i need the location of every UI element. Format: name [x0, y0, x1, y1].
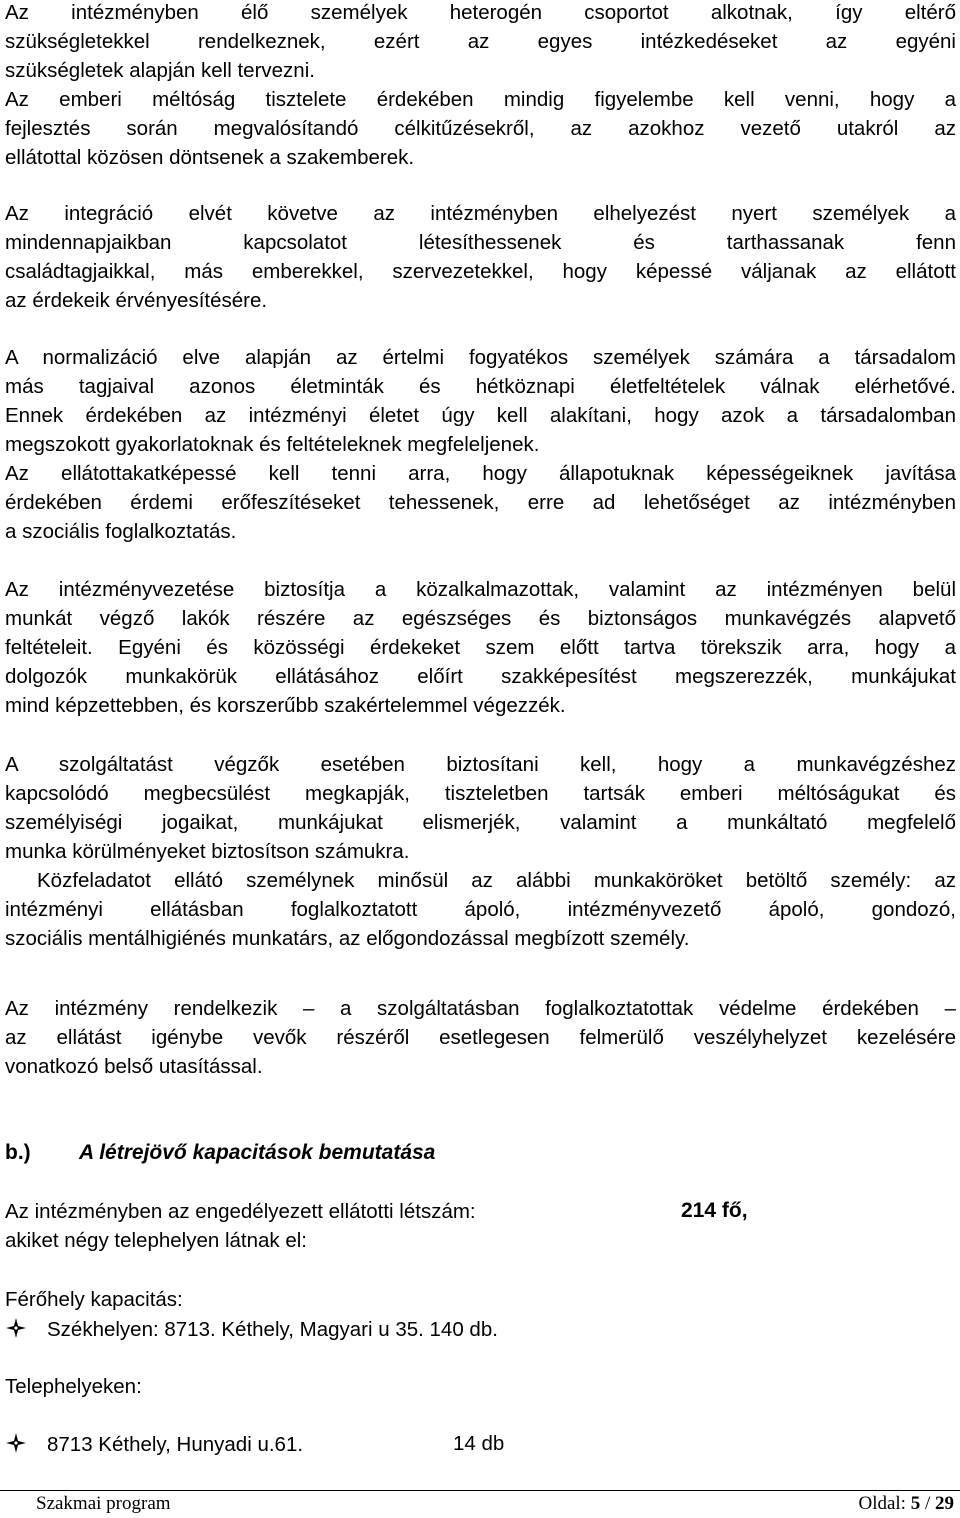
szekhely-list-item: [5, 1314, 498, 1344]
paragraph-safety-instruction: [5, 994, 956, 1081]
telephely-amount: 14 db: [453, 1432, 505, 1455]
szekhely-text: Székhelyen: 8713. Kéthely, Magyari u 35. 140 db.: [47, 1318, 498, 1341]
telephelyek-label: Telephelyeken:: [5, 1375, 142, 1398]
text-line: megszokott gyakorlatoknak és feltételeknek megfeleljenek.: [5, 433, 540, 456]
paragraph-public-duty: [5, 866, 956, 953]
text-line: dolgozók munkakörük ellátásához előírt szakképesítést megszerezzék, munkájukat: [5, 665, 956, 688]
footer-page-current: 5: [910, 1493, 921, 1514]
text-line: kapcsolódó megbecsülést megkapják, tiszteletben tartsák emberi méltóságukat és: [5, 782, 956, 805]
footer-page-prefix: Oldal:: [858, 1493, 911, 1514]
page-footer: [0, 1490, 960, 1518]
text-line: ellátottal közösen döntsenek a szakemberek.: [5, 146, 415, 169]
text-line: mind képzettebben, és korszerűbb szakértelemmel végezzék.: [5, 694, 566, 717]
footer-page-sep: /: [920, 1493, 935, 1514]
text-line: az érdekeik érvényesítésére.: [5, 289, 268, 312]
text-line: intézményi ellátásban foglalkoztatott ápoló, intézményvezető ápoló, gondozó,: [5, 898, 956, 921]
text-line: az ellátást igénybe vevők részéről esetlegesen felmerülő veszélyhelyzet kezelésére: [5, 1026, 956, 1049]
text-line: mindennapjaikban kapcsolatot létesíthessenek és tarthassanak fenn: [5, 231, 956, 254]
text-line: szociális mentálhigiénés munkatárs, az előgondozással megbízott személy.: [5, 927, 690, 950]
text-line: munka körülményeket biztosítson számukra.: [5, 840, 410, 863]
footer-page-total: 29: [935, 1493, 954, 1514]
capacity-label-1: Az intézményben az engedélyezett ellátotti létszám:: [5, 1200, 476, 1223]
text-line: Az emberi méltóság tisztelete érdekében mindig figyelembe kell venni, hogy a: [5, 88, 956, 111]
text-line: családtagjaikkal, más emberekkel, szervezetekkel, hogy képessé váljanak az ellátott: [5, 260, 956, 283]
capacity-label-2: akiket négy telephelyen látnak el:: [5, 1229, 308, 1252]
paragraph-working-conditions: [5, 575, 956, 720]
ferohely-label: Férőhely kapacitás:: [5, 1288, 183, 1311]
section-heading: [5, 1138, 435, 1168]
text-line: fejlesztés során megvalósítandó célkitűzésekről, az azokhoz vezető utakról az: [5, 117, 956, 140]
text-line: A normalizáció elve alapján az értelmi fogyatékos személyek számára a társadalom: [5, 346, 956, 369]
text-line: Közfeladatot ellátó személynek minősül az alábbi munkaköröket betöltő személy: az: [37, 869, 956, 892]
diamond-bullet-icon: [5, 1317, 27, 1339]
text-line: Az intézmény rendelkezik – a szolgáltatásban foglalkoztatottak védelme érdekében –: [5, 997, 956, 1020]
diamond-bullet-icon: [5, 1432, 27, 1454]
text-line: A szolgáltatást végzők esetében biztosítani kell, hogy a munkavégzéshez: [5, 753, 956, 776]
text-line: Az integráció elvét követve az intézményben elhelyezést nyert személyek a: [5, 202, 956, 225]
text-line: vonatkozó belső utasítással.: [5, 1055, 263, 1078]
section-number: b.): [5, 1141, 31, 1164]
text-line: Ennek érdekében az intézményi életet úgy kell alakítani, hogy azok a társadalomban: [5, 404, 956, 427]
footer-page-number: [858, 1493, 954, 1515]
text-line: Az ellátottakatképessé kell tenni arra, hogy állapotuknak képességeiknek javítása: [5, 462, 956, 485]
telephely-list-item: [5, 1429, 505, 1459]
paragraph-normalization: [5, 343, 956, 546]
telephely-address: 8713 Kéthely, Hunyadi u.61.: [47, 1433, 304, 1456]
text-line: feltételeit. Egyéni és közösségi érdekeket szem előtt tartva törekszik arra, hogy a: [5, 636, 956, 659]
section-title: A létrejövő kapacitások bemutatása: [79, 1141, 436, 1164]
paragraph-heterogeneity: [5, 0, 956, 85]
text-line: érdekében érdemi erőfeszítéseket tehessenek, erre ad lehetőséget az intézményben: [5, 491, 956, 514]
text-line: más tagjaival azonos életminták és hétköznapi életfeltételek válnak elérhetővé.: [5, 375, 956, 398]
text-line: szükségletekkel rendelkeznek, ezért az egyes intézkedéseket az egyéni: [5, 30, 956, 53]
paragraph-integration: [5, 199, 956, 315]
footer-title: Szakmai program: [36, 1493, 171, 1514]
paragraph-human-dignity: [5, 85, 956, 172]
paragraph-service-providers: [5, 750, 956, 866]
text-line: Az intézményvezetése biztosítja a közalkalmazottak, valamint az intézményen belül: [5, 578, 956, 601]
capacity-value: 214 fő,: [681, 1199, 748, 1222]
text-line: szükségletek alapján kell tervezni.: [5, 59, 315, 82]
text-line: személyiségi jogaikat, munkájukat elismerjék, valamint a munkáltató megfelelő: [5, 811, 956, 834]
text-line: Az intézményben élő személyek heterogén csoportot alkotnak, így eltérő: [5, 1, 956, 24]
text-line: munkát végző lakók részére az egészséges és biztonságos munkavégzés alapvető: [5, 607, 956, 630]
text-line: a szociális foglalkoztatás.: [5, 520, 237, 543]
